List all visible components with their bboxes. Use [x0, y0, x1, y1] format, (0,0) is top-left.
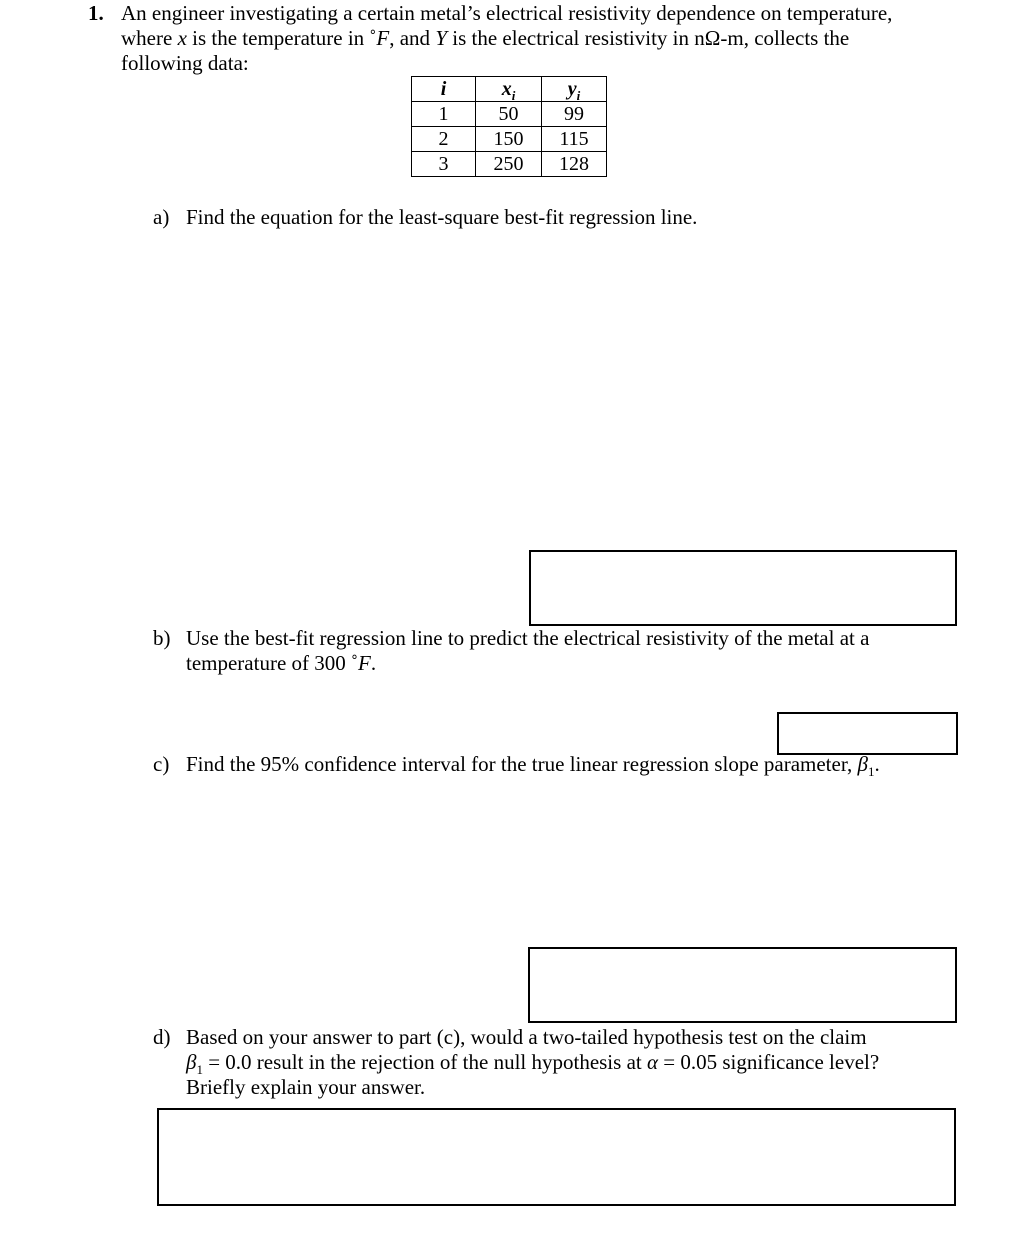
part-line: $\beta_1 = 0.0$ result in the rejection of the null hypothesis at α = 0.05 significance level?	[186, 1050, 880, 1078]
answer-box-c[interactable]	[528, 947, 957, 1023]
math-subscript: 1	[867, 764, 875, 780]
answer-box-d[interactable]	[157, 1108, 956, 1206]
part-line: Use the best-fit regression line to predict the electrical resistivity of the metal at a	[186, 626, 870, 650]
intro-line: where x is the temperature in ˚F, and Y is the electrical resistivity in nΩ-m, collects the	[121, 26, 850, 50]
data-table	[411, 76, 607, 177]
part-c-label: c)	[153, 752, 170, 776]
part-a-text	[186, 205, 946, 230]
cell-x: 250	[476, 152, 542, 177]
question-number: 1.	[88, 1, 104, 25]
table-row	[412, 152, 607, 177]
col-header-i: i	[412, 77, 476, 102]
math-variable: Y	[435, 26, 447, 50]
cell-y: 128	[542, 152, 607, 177]
math-variable: β	[857, 752, 868, 776]
part-a-label: a)	[153, 205, 170, 229]
intro-line: following data:	[121, 51, 249, 75]
table-row	[412, 102, 607, 127]
math-variable: α	[646, 1050, 659, 1074]
question-intro	[121, 1, 1001, 76]
cell-i: 2	[412, 127, 476, 152]
table-row	[412, 127, 607, 152]
part-line: Find the equation for the least-square best-fit regression line.	[186, 205, 698, 229]
cell-y: 99	[542, 102, 607, 127]
col-header-y: $y_i$	[542, 77, 607, 102]
cell-x: 150	[476, 127, 542, 152]
part-line: Find the 95% confidence interval for the true linear regression slope parameter, $\beta_1$.	[186, 752, 880, 780]
cell-x: 50	[476, 102, 542, 127]
math-subscript: 1	[196, 1062, 203, 1078]
math-variable: F	[376, 26, 390, 50]
part-b-label: b)	[153, 626, 171, 650]
math-variable: x	[177, 26, 187, 50]
math-variable: F	[358, 651, 371, 675]
table-header-row	[412, 77, 607, 102]
part-line: Briefly explain your answer.	[186, 1075, 426, 1099]
part-c-text	[186, 752, 946, 780]
answer-box-b[interactable]	[777, 712, 958, 755]
cell-i: 3	[412, 152, 476, 177]
part-d-text	[186, 1025, 946, 1100]
part-line: temperature of 300 ˚F.	[186, 651, 377, 675]
part-line: Based on your answer to part (c), would a two-tailed hypothesis test on the claim	[186, 1025, 867, 1049]
part-d-label: d)	[153, 1025, 171, 1049]
answer-box-a[interactable]	[529, 550, 957, 626]
intro-line: An engineer investigating a certain metal’s electrical resistivity dependence on temperature,	[121, 1, 893, 25]
part-b-text	[186, 626, 946, 676]
cell-i: 1	[412, 102, 476, 127]
math-variable: β	[186, 1050, 197, 1074]
cell-y: 115	[542, 127, 607, 152]
col-header-x: $x_i$	[476, 77, 542, 102]
